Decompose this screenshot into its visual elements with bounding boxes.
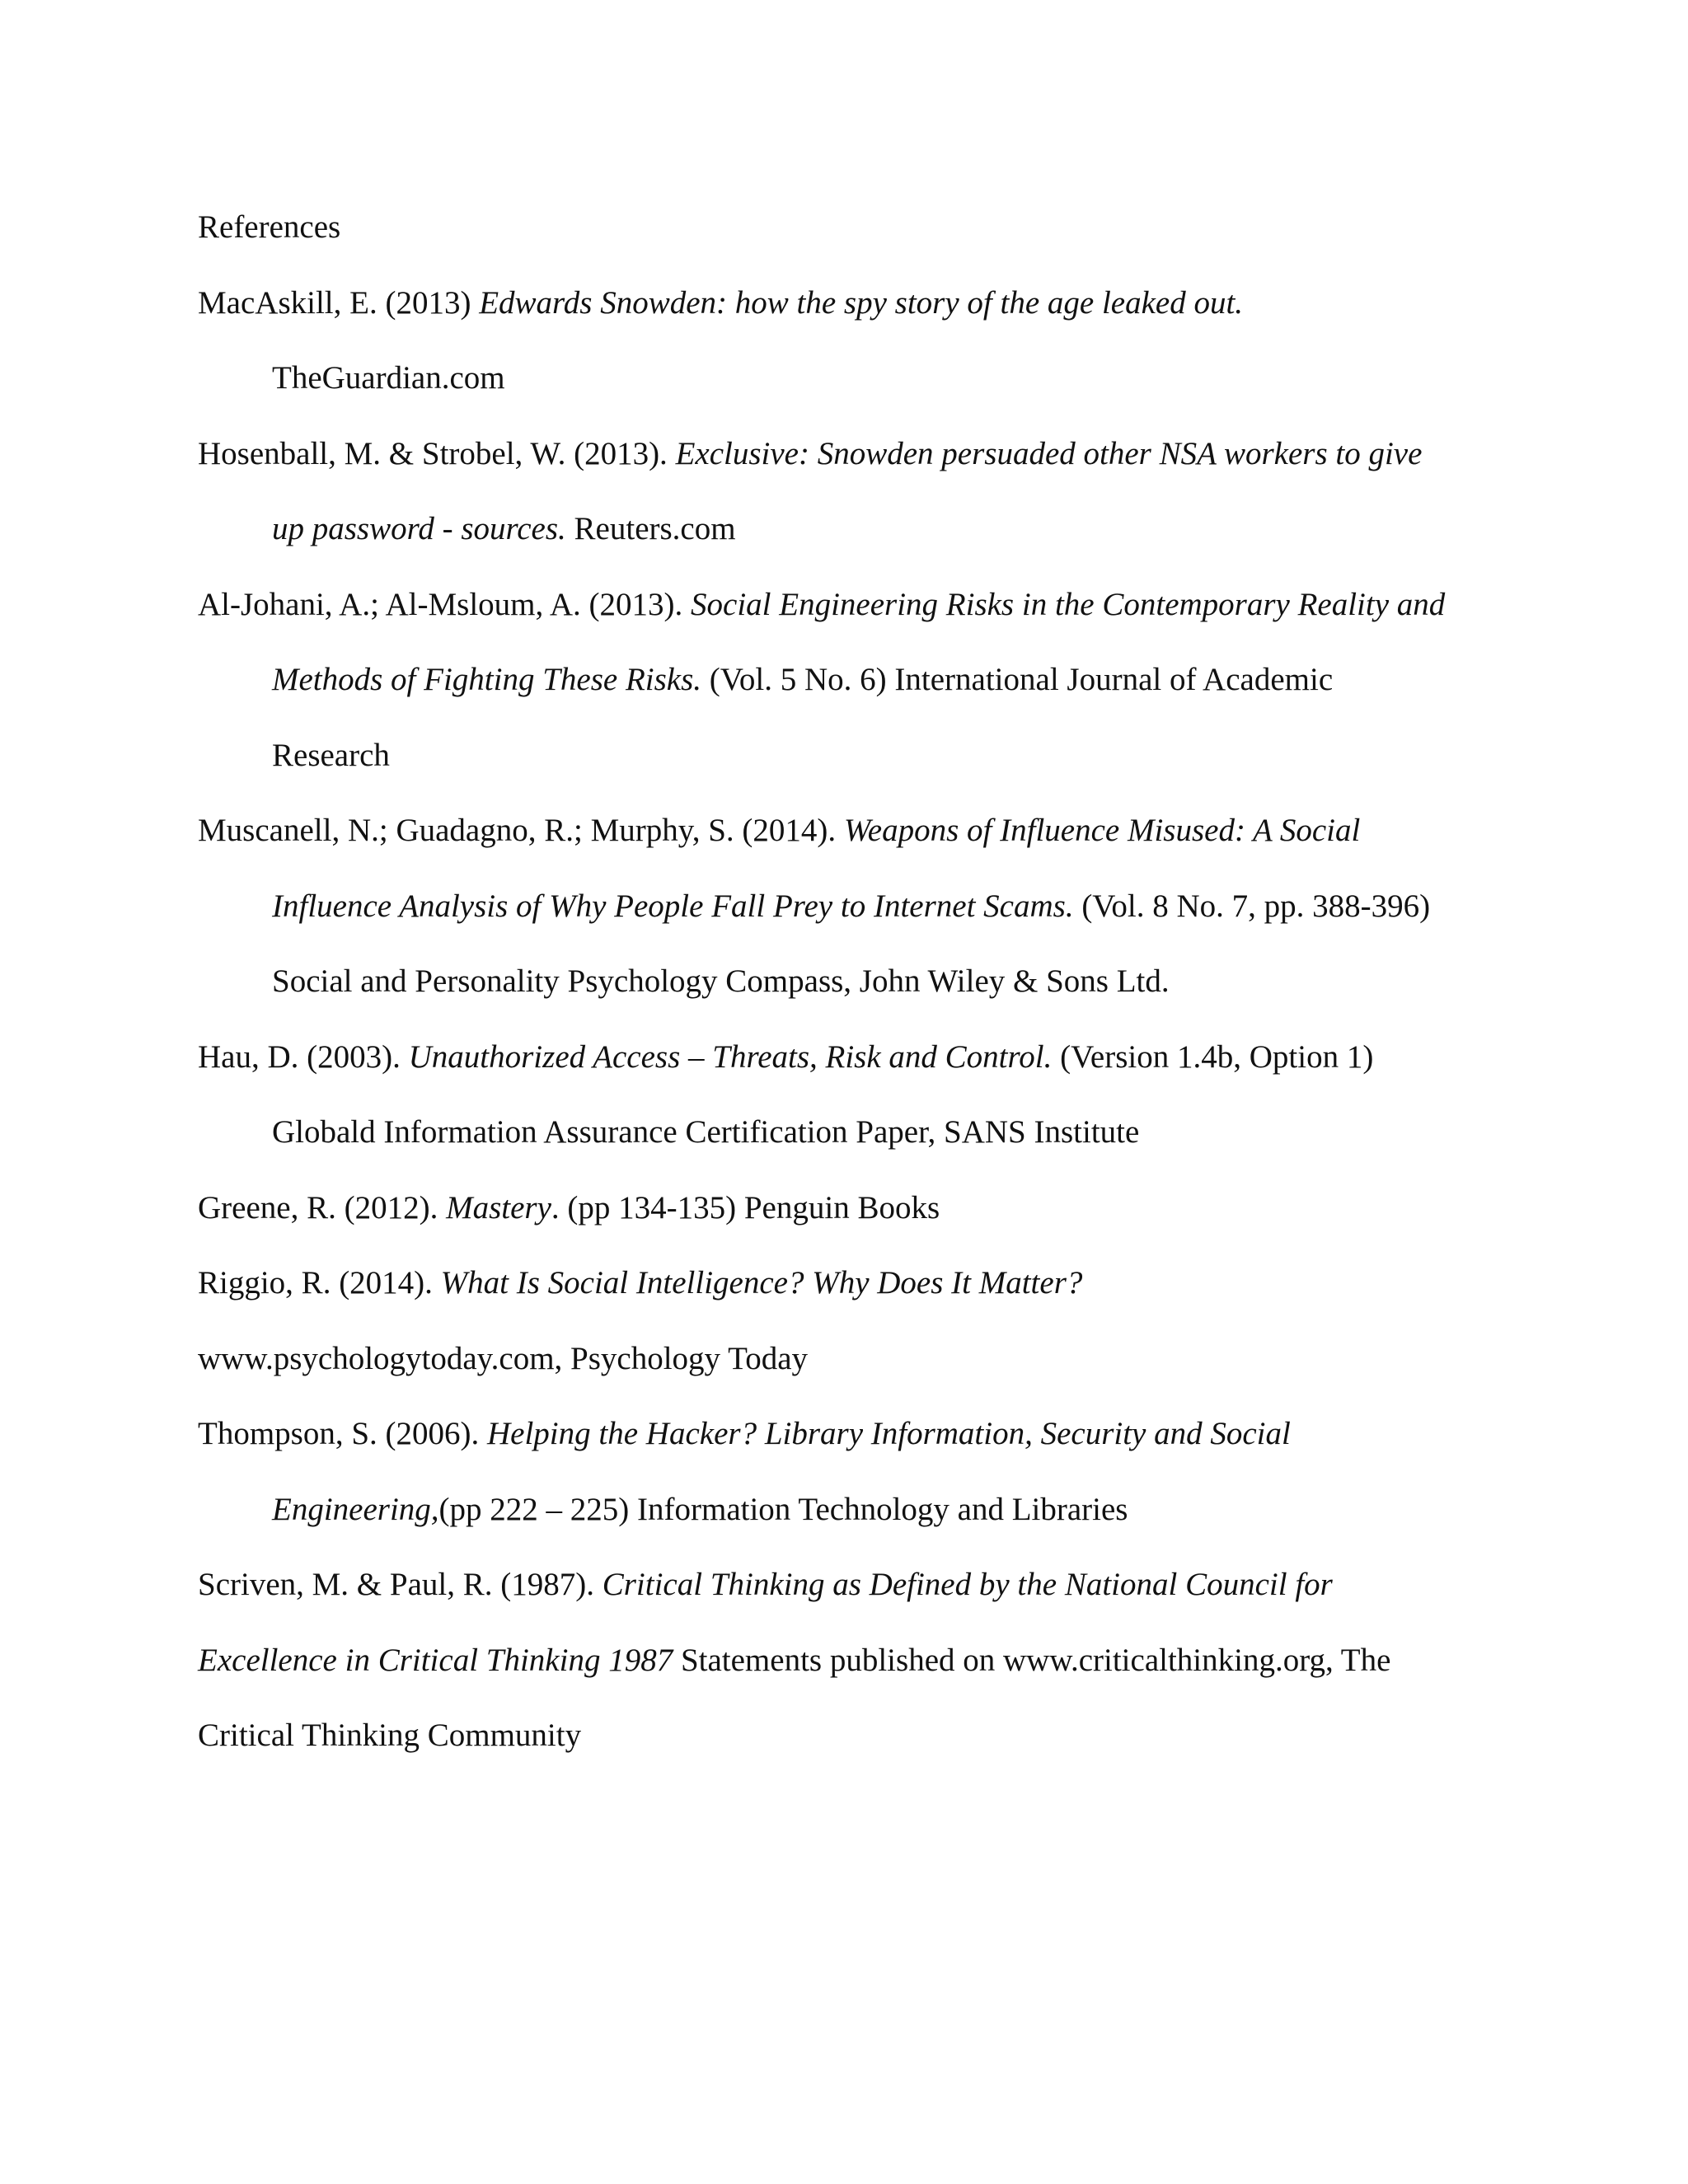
- reference-text: TheGuardian.com: [272, 360, 505, 396]
- reference-line: [198, 869, 1500, 944]
- reference-title-text: Influence Analysis of Why People Fall Prey to Internet Scams.: [272, 888, 1074, 924]
- reference-entry: [198, 416, 1500, 567]
- reference-text: Research: [272, 737, 390, 773]
- reference-text: MacAskill, E. (2013): [198, 284, 480, 321]
- reference-text: Thompson, S. (2006).: [198, 1416, 487, 1451]
- reference-line: [198, 416, 1500, 492]
- reference-line: [198, 1245, 1500, 1321]
- references-heading: References: [198, 209, 341, 245]
- reference-line: [198, 340, 1500, 416]
- reference-line: [198, 1094, 1500, 1170]
- reference-title-text: Excellence in Critical Thinking 1987: [198, 1642, 673, 1678]
- reference-text: Scriven, M. & Paul, R. (1987).: [198, 1567, 603, 1602]
- reference-text: Riggio, R. (2014).: [198, 1265, 441, 1301]
- reference-entry: [198, 1547, 1500, 1774]
- reference-title-text: Engineering,: [272, 1491, 439, 1527]
- reference-title-text: Methods of Fighting These Risks.: [272, 662, 702, 697]
- reference-entry: [198, 567, 1500, 794]
- reference-text: Greene, R. (2012).: [198, 1189, 447, 1226]
- reference-text: www.psychologytoday.com, Psychology Today: [198, 1340, 809, 1376]
- reference-text: (pp 222 – 225) Information Technology and Libraries: [438, 1491, 1128, 1527]
- reference-line: [198, 567, 1500, 643]
- reference-text: Al-Johani, A.; Al-Msloum, A. (2013).: [198, 586, 692, 622]
- reference-line: [198, 1547, 1500, 1623]
- reference-title-text: Unauthorized Access – Threats, Risk and Control.: [408, 1038, 1053, 1075]
- reference-title-text: Exclusive: Snowden persuaded other NSA workers to give: [675, 435, 1423, 471]
- reference-title-text: Mastery: [446, 1189, 551, 1226]
- reference-line: [198, 1019, 1500, 1095]
- reference-line: [198, 1472, 1500, 1548]
- reference-entry: [198, 1245, 1500, 1396]
- reference-line: [198, 1170, 1500, 1246]
- reference-text: Hosenball, M. & Strobel, W. (2013).: [198, 435, 676, 471]
- reference-text: (Vol. 5 No. 6) International Journal of Academic: [701, 662, 1334, 697]
- reference-title-text: Weapons of Influence Misused: A Social: [843, 813, 1361, 848]
- reference-entry: [198, 265, 1500, 416]
- reference-text: Social and Personality Psychology Compass, John Wiley & Sons Ltd.: [272, 963, 1170, 999]
- reference-text: (Vol. 8 No. 7, pp. 388-396): [1073, 888, 1431, 924]
- reference-line: [198, 1698, 1500, 1774]
- reference-text: Hau, D. (2003).: [198, 1038, 409, 1075]
- reference-line: [198, 1321, 1500, 1397]
- reference-line: [198, 793, 1500, 869]
- reference-entry: [198, 1170, 1500, 1246]
- reference-text: Statements published on www.criticalthinking.org, The: [673, 1642, 1391, 1678]
- reference-text: (Version 1.4b, Option 1): [1052, 1038, 1374, 1075]
- reference-entry: [198, 1019, 1500, 1170]
- reference-title-text: Critical Thinking as Defined by the National Council for: [602, 1567, 1333, 1602]
- reference-text: Globald Information Assurance Certification Paper, SANS Institute: [272, 1114, 1140, 1150]
- reference-line: [198, 718, 1500, 794]
- reference-title-text: up password - sources.: [272, 511, 566, 546]
- reference-line: [198, 1623, 1500, 1699]
- reference-line: [198, 491, 1500, 567]
- reference-line: [198, 1396, 1500, 1472]
- reference-title-text: Helping the Hacker? Library Information, Security and Social: [487, 1416, 1291, 1451]
- reference-list: [198, 265, 1500, 1774]
- references-section: [198, 190, 1500, 1774]
- reference-title-text: Social Engineering Risks in the Contemporary Reality and: [691, 586, 1446, 622]
- reference-entry: [198, 1396, 1500, 1547]
- reference-line: [198, 265, 1500, 341]
- reference-text: Reuters.com: [565, 511, 736, 546]
- reference-text: . (pp 134-135) Penguin Books: [551, 1189, 940, 1226]
- reference-title-text: What Is Social Intelligence? Why Does It Matter?: [440, 1265, 1083, 1301]
- reference-line: [198, 642, 1500, 718]
- reference-line: [198, 944, 1500, 1019]
- reference-title-text: Edwards Snowden: how the spy story of the age leaked out.: [479, 284, 1244, 321]
- reference-entry: [198, 793, 1500, 1019]
- reference-text: Critical Thinking Community: [198, 1718, 582, 1753]
- reference-text: Muscanell, N.; Guadagno, R.; Murphy, S. (2014).: [198, 813, 844, 848]
